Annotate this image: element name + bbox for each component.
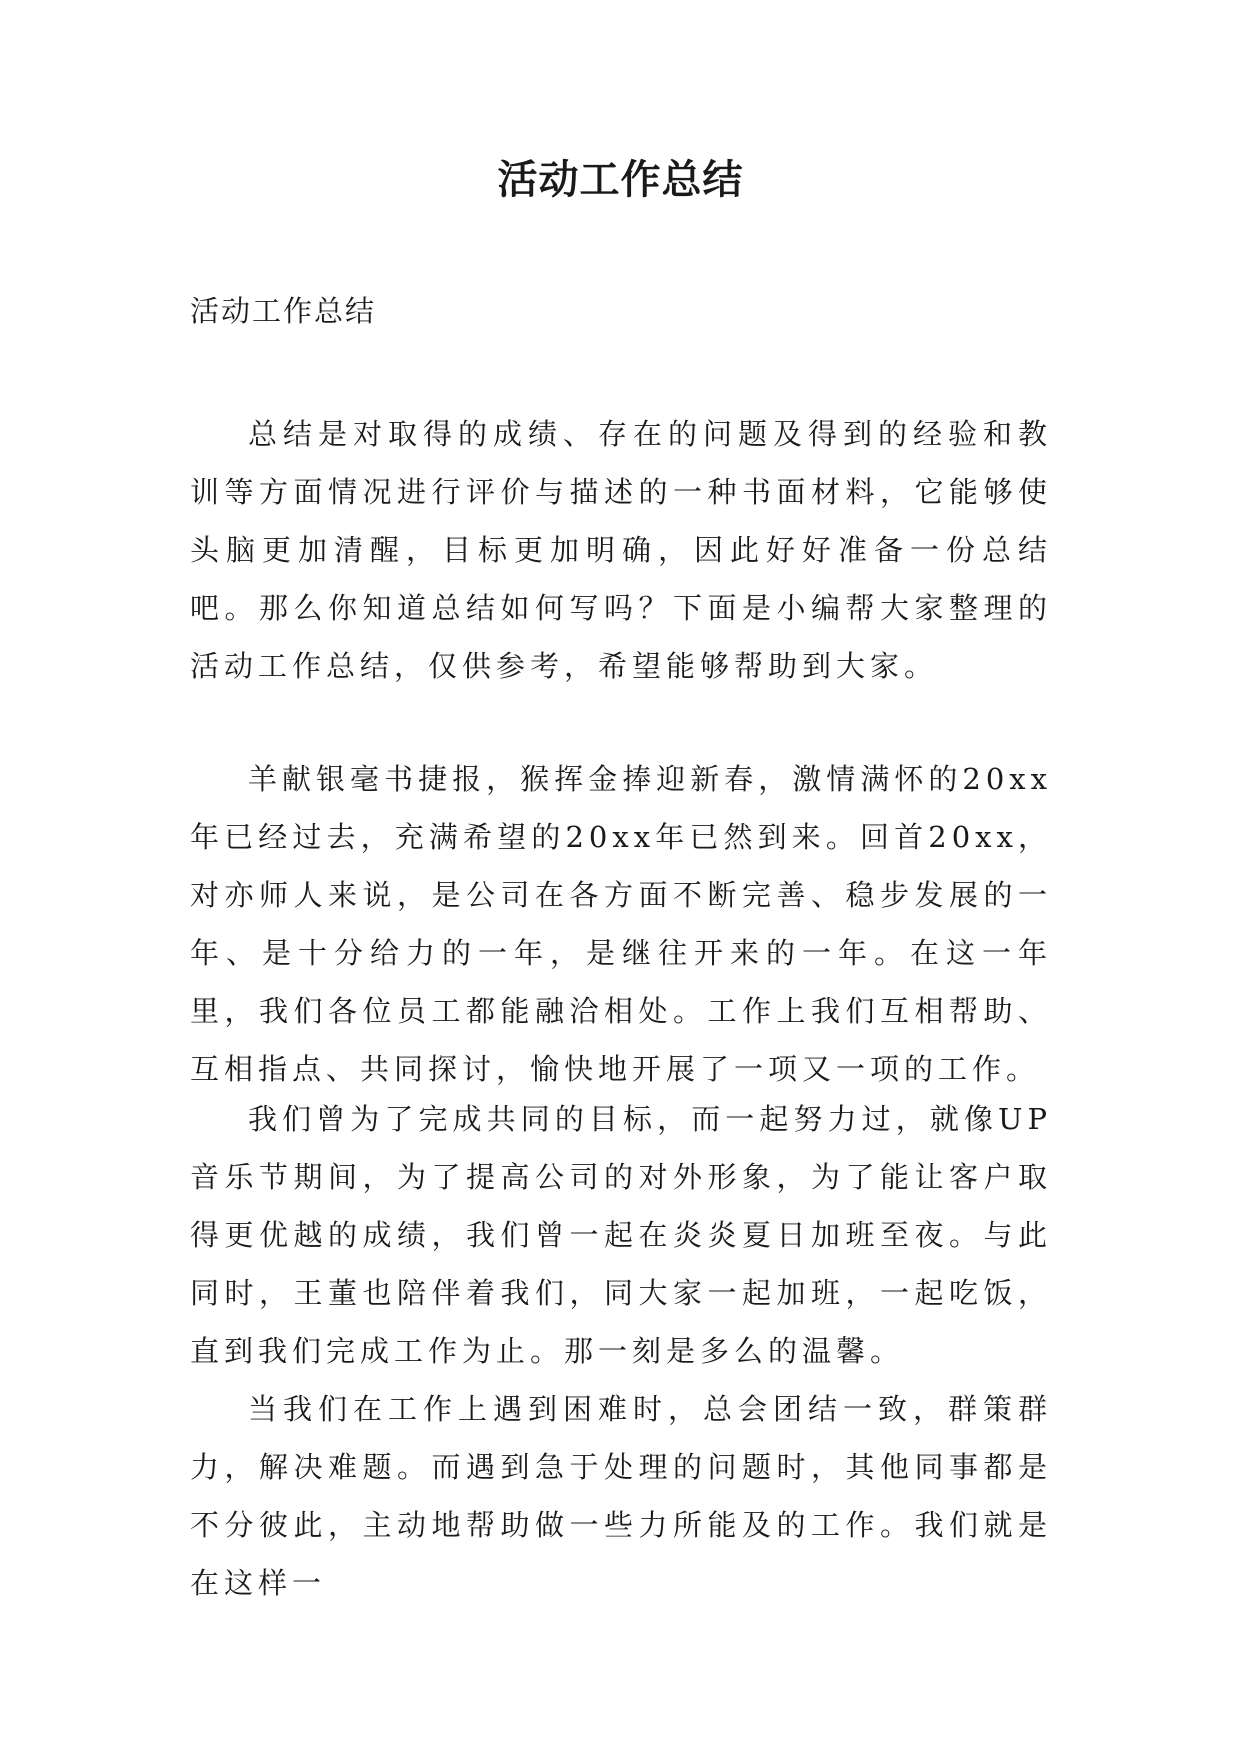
paragraph-review: 羊献银毫书捷报，猴挥金捧迎新春，激情满怀的20xx年已经过去，充满希望的20xx年已然到来。回首20xx，对亦师人来说，是公司在各方面不断完善、稳步发展的一年、是十分给力的一年，是继往开来的一年。在这一年里，我们各位员工都能融洽相处。工作上我们互相帮助、互相指点、共同探讨，愉快地开展了一项又一项的工作。 [190, 762, 1052, 1086]
paragraph-teamwork: 我们曾为了完成共同的目标，而一起努力过，就像UP音乐节期间，为了提高公司的对外形象，为了能让客户取得更优越的成绩，我们曾一起在炎炎夏日加班至夜。与此同时，王董也陪伴着我们，同大家一起加班，一起吃饭，直到我们完成工作为止。那一刻是多么的温馨。 [190, 1102, 1052, 1368]
paragraph-solidarity: 当我们在工作上遇到困难时，总会团结一致，群策群力，解决难题。而遇到急于处理的问题时，其他同事都是不分彼此，主动地帮助做一些力所能及的工作。我们就是在这样一 [190, 1392, 1052, 1600]
document-subtitle: 活动工作总结 [190, 294, 377, 328]
document-title: 活动工作总结 [497, 157, 744, 203]
paragraph-intro: 总结是对取得的成绩、存在的问题及得到的经验和教训等方面情况进行评价与描述的一种书面材料，它能够使头脑更加清醒，目标更加明确，因此好好准备一份总结吧。那么你知道总结如何写吗？下面是小编帮大家整理的活动工作总结，仅供参考，希望能够帮助到大家。 [190, 417, 1052, 683]
